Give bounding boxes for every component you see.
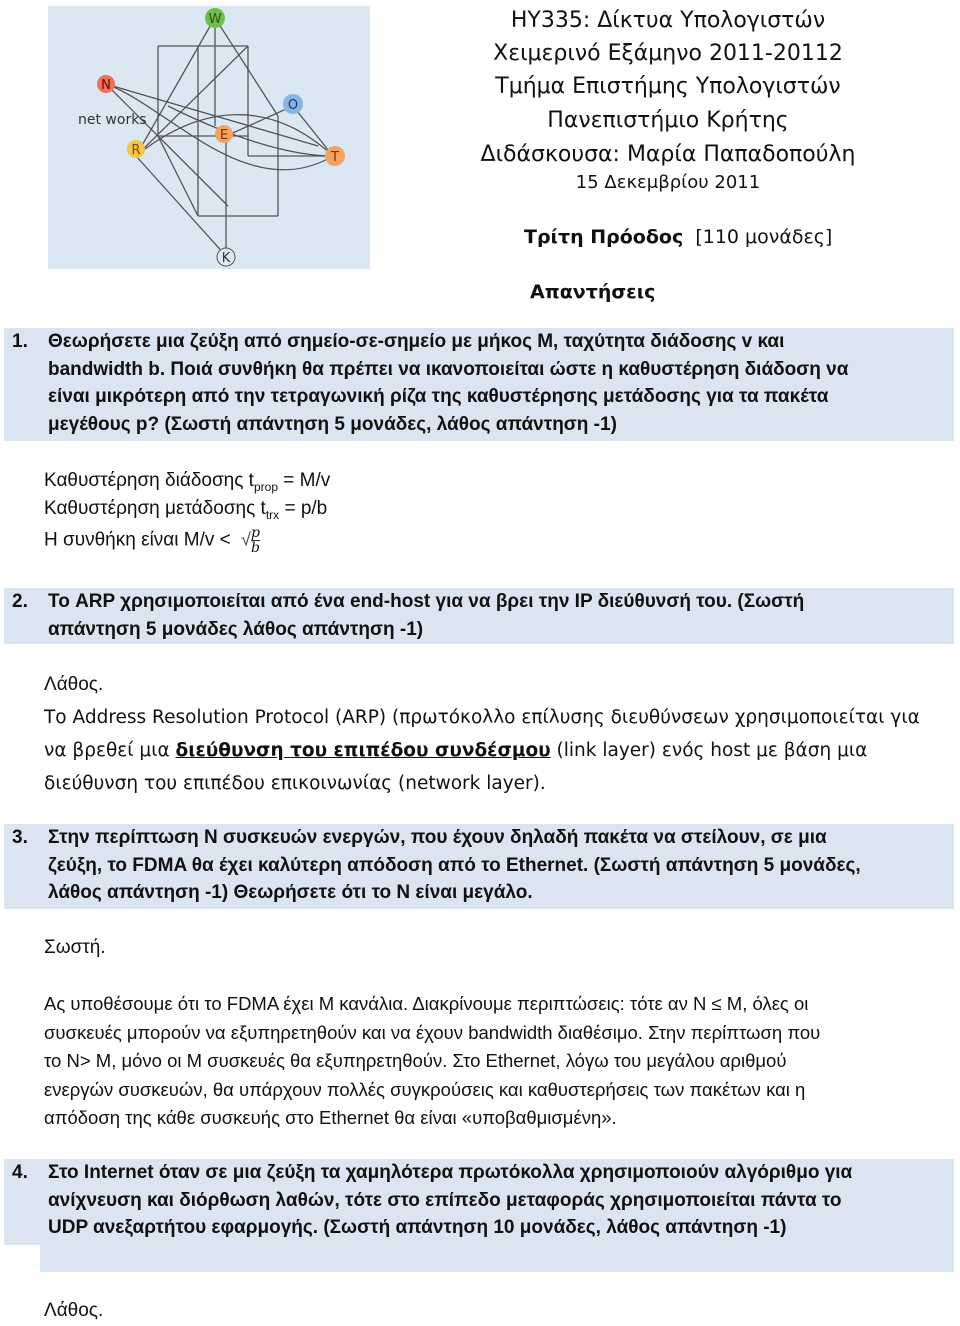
svg-text:R: R — [131, 143, 141, 158]
q3-line-3: λάθος απάντηση -1) Θεωρήσετε ότι το N είναι μεγάλο. — [48, 882, 533, 903]
semester: Χειμερινό Εξάμηνο 2011-20112 — [493, 41, 843, 66]
q4-line-3: UDP ανεξαρτήτου εφαρμογής. (Σωστή απάντηση 10 μονάδες, λάθος απάντηση -1) — [48, 1217, 787, 1238]
link-layer-address-underlined: διεύθυνση του επιπέδου συνδέσμου — [175, 740, 551, 761]
q3-line-2: ζεύξη, το FDMA θα έχει καλύτερη απόδοση από το Ethernet. (Σωστή απάντηση 5 μονάδες, — [48, 854, 861, 876]
q3-line-1: Στην περίπτωση N συσκευών ενεργών, που έχουν δηλαδή πακέτα να στείλουν, σε μια — [48, 827, 827, 848]
q2-explanation — [44, 701, 950, 800]
q4-verdict: Λάθος. — [44, 1300, 104, 1321]
q3-para-line-3: το N> M, μόνο οι M συσκευές θα εξυπηρετηθούν. Στο Ethernet, λόγω του μεγάλου αριθμού — [44, 1050, 787, 1071]
q3-explanation — [44, 990, 950, 1133]
svg-text:T: T — [331, 150, 339, 165]
exam-title: Τρίτη Πρόοδος — [524, 226, 684, 248]
course-logo — [48, 6, 370, 269]
question-2-box — [4, 588, 954, 644]
q1-line-1: Θεωρήσετε μια ζεύξη από σημείο-σε-σημείο με μήκος M, ταχύτητα διάδοσης v και — [48, 331, 785, 352]
q1-trx-delay: Καθυστέρηση μετάδοσης $t_{trx} = p/b$ — [44, 498, 328, 522]
university: Πανεπιστήμιο Κρήτης — [547, 108, 789, 133]
answers-title: Απαντήσεις — [530, 281, 656, 303]
question-1-number: 1. — [12, 331, 28, 352]
q3-para-line-5: απόδοση της κάθε συσκευής στο Ethernet θα είναι «υποβαθμισμένη». — [44, 1107, 617, 1128]
svg-text:W: W — [208, 12, 222, 27]
question-1-text — [48, 328, 950, 438]
question-4-box — [4, 1159, 954, 1245]
instructor: Διδάσκουσα: Μαρία Παπαδοπούλη — [480, 142, 856, 167]
q1-prop-delay: Καθυστέρηση διάδοσης $t_{prop} = M/v$ — [44, 470, 331, 494]
exam-date: 15 Δεκεμβρίου 2011 — [575, 172, 761, 193]
q3-para-line-4: ενεργών συσκευών, θα υπάρχουν πολλές συγκρούσεις και καθυστερήσεις των πακέτων και η — [44, 1078, 806, 1100]
question-1-box — [4, 328, 954, 441]
q3-para-line-1: Ας υποθέσουμε ότι το FDMA έχει M κανάλια. Διακρίνουμε περιπτώσεις: τότε αν N ≤ M, όλες οι — [44, 993, 809, 1014]
q1-line-2: bandwidth b. Ποιά συνθήκη θα πρέπει να ικανοποιείται ώστε η καθυστέρηση διάδοση να — [48, 358, 849, 380]
q1-sqrt-fraction: $\frac{p}{b}$ — [250, 525, 260, 556]
question-3-box — [4, 824, 954, 909]
q3-verdict: Σωστή. — [44, 937, 106, 958]
svg-text:O: O — [287, 98, 299, 113]
svg-text:E: E — [219, 128, 229, 143]
question-2-number: 2. — [12, 591, 28, 612]
question-4-box-tail — [40, 1245, 954, 1272]
svg-text:N: N — [101, 78, 111, 93]
network-graph-image — [48, 6, 370, 269]
q4-line-1: Στο Internet όταν σε μια ζεύξη τα χαμηλότερα πρωτόκολλα χρησιμοποιούν αλγόριθμο για — [48, 1162, 853, 1183]
question-2-text — [48, 588, 950, 643]
logo-label: net works — [78, 112, 147, 128]
question-3-number: 3. — [12, 827, 28, 848]
exam-points: [110 μονάδες] — [695, 226, 833, 248]
svg-text:K: K — [221, 251, 231, 266]
q2-para-line-2: να βρεθεί μια διεύθυνση του επιπέδου συνδέσμου (link layer) ενός host με βάση μια — [44, 740, 868, 761]
q2-line-2: απάντηση 5 μονάδες λάθος απάντηση -1) — [48, 618, 424, 640]
department: Τμήμα Επιστήμης Υπολογιστών — [495, 74, 841, 99]
q2-line-1: Το ARP χρησιμοποιείται από ένα end-host για να βρει την IP διεύθυνσή του. (Σωστή — [48, 591, 805, 612]
question-3-text — [48, 824, 950, 907]
q4-line-2: ανίχνευση και διόρθωση λαθών, τότε στο επίπεδο μεταφοράς χρησιμοποιείται πάντα το — [48, 1189, 842, 1211]
q1-line-3: είναι μικρότερη από την τετραγωνική ρίζα της καθυστέρησης μετάδοσης για τα πακέτα — [48, 386, 829, 407]
q2-para-line-3: διεύθυνση του επιπέδου επικοινωνίας (network layer). — [44, 773, 546, 794]
question-4-text — [48, 1159, 950, 1242]
q3-para-line-2: συσκευές μπορούν να εξυπηρετηθούν και να έχουν bandwidth διαθέσιμο. Στην περίπτωση που — [44, 1021, 821, 1043]
q1-line-4: μεγέθους p? (Σωστή απάντηση 5 μονάδες, λάθος απάντηση -1) — [48, 413, 617, 435]
q2-verdict: Λάθος. — [44, 674, 104, 695]
q2-para-line-1: Το Address Resolution Protocol (ARP) (πρωτόκολλο επίλυσης διευθύνσεων χρησιμοποιείται για — [44, 707, 920, 728]
exam-heading — [524, 226, 832, 248]
q1-condition: Η συνθήκη είναι M/v < √ $\frac{p}{b}$ — [44, 525, 260, 556]
course-title: ΗΥ335: Δίκτυα Υπολογιστών — [510, 8, 826, 33]
question-4-number: 4. — [12, 1162, 28, 1183]
